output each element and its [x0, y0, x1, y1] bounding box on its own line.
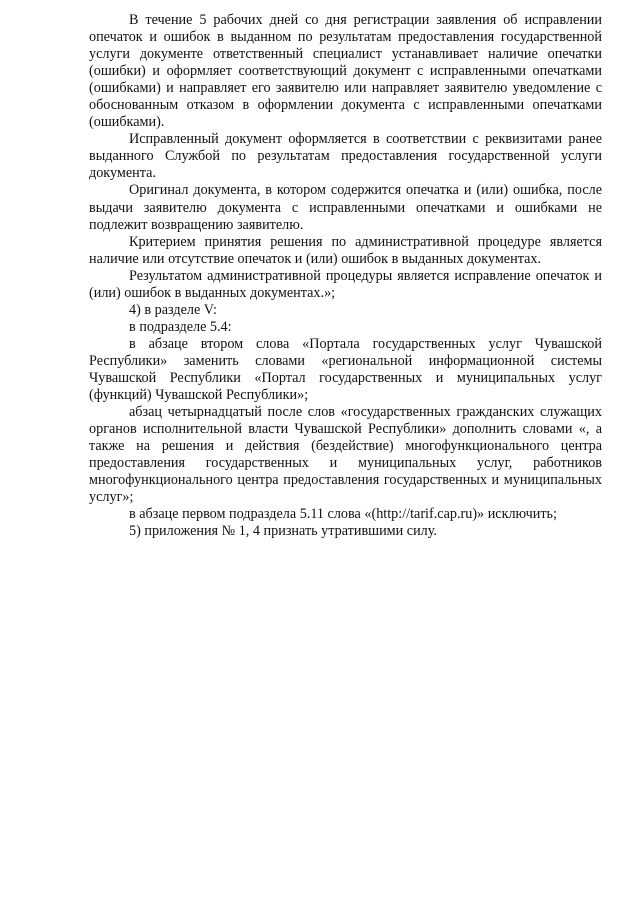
paragraph-correction-period: В течение 5 рабочих дней со дня регистрации заявления об исправлении опечаток и ошибок в выданном по результатам предоставления государственной услуги документе ответственный специалист устанавливает наличие опечатки (ошибки) и оформляет соответствующий документ с исправленными опечатками (ошибками) и направляет его заявителю или направляет заявителю уведомление с обоснованным отказом в оформлении документа с исправленными опечатками (ошибками).	[89, 12, 602, 131]
paragraph-procedure-result: Результатом административной процедуры является исправление опечаток и (или) ошибок в выданных документах.»;	[89, 267, 602, 301]
paragraph-fourteenth-abzac: абзац четырнадцатый после слов «государственных гражданских служащих органов исполнительной власти Чувашской Республики» дополнить словами «, а также на решения и действия (бездействие) многофункционального центра предоставления государственных и муниципальных услуг, работников многофункционального центра предоставления государственных и муниципальных услуг»;	[89, 404, 602, 506]
paragraph-decision-criterion: Критерием принятия решения по административной процедуре является наличие или отсутствие опечаток и (или) ошибок в выданных документах.	[89, 233, 602, 267]
paragraph-subsection-5-4: в подразделе 5.4:	[129, 318, 232, 335]
paragraph-section-v: 4) в разделе V:	[129, 301, 217, 318]
paragraph-corrected-document: Исправленный документ оформляется в соответствии с реквизитами ранее выданного Службой по результатам предоставления государственной услуги документа.	[89, 131, 602, 182]
paragraph-subsection-5-11: в абзаце первом подраздела 5.11 слова «(http://tarif.cap.ru)» исключить;	[129, 506, 557, 523]
paragraph-appendices: 5) приложения № 1, 4 признать утратившими силу.	[129, 523, 437, 540]
paragraph-original-document: Оригинал документа, в котором содержится опечатка и (или) ошибка, после выдачи заявителю документа с исправленными опечатками и ошибками не подлежит возвращению заявителю.	[89, 182, 602, 233]
paragraph-second-abzac: в абзаце втором слова «Портала государственных услуг Чувашской Республики» заменить словами «региональной информационной системы Чувашской Республики «Портал государственных и муниципальных услуг (функций) Чувашской Республики»;	[89, 335, 602, 404]
document-body	[89, 12, 602, 540]
